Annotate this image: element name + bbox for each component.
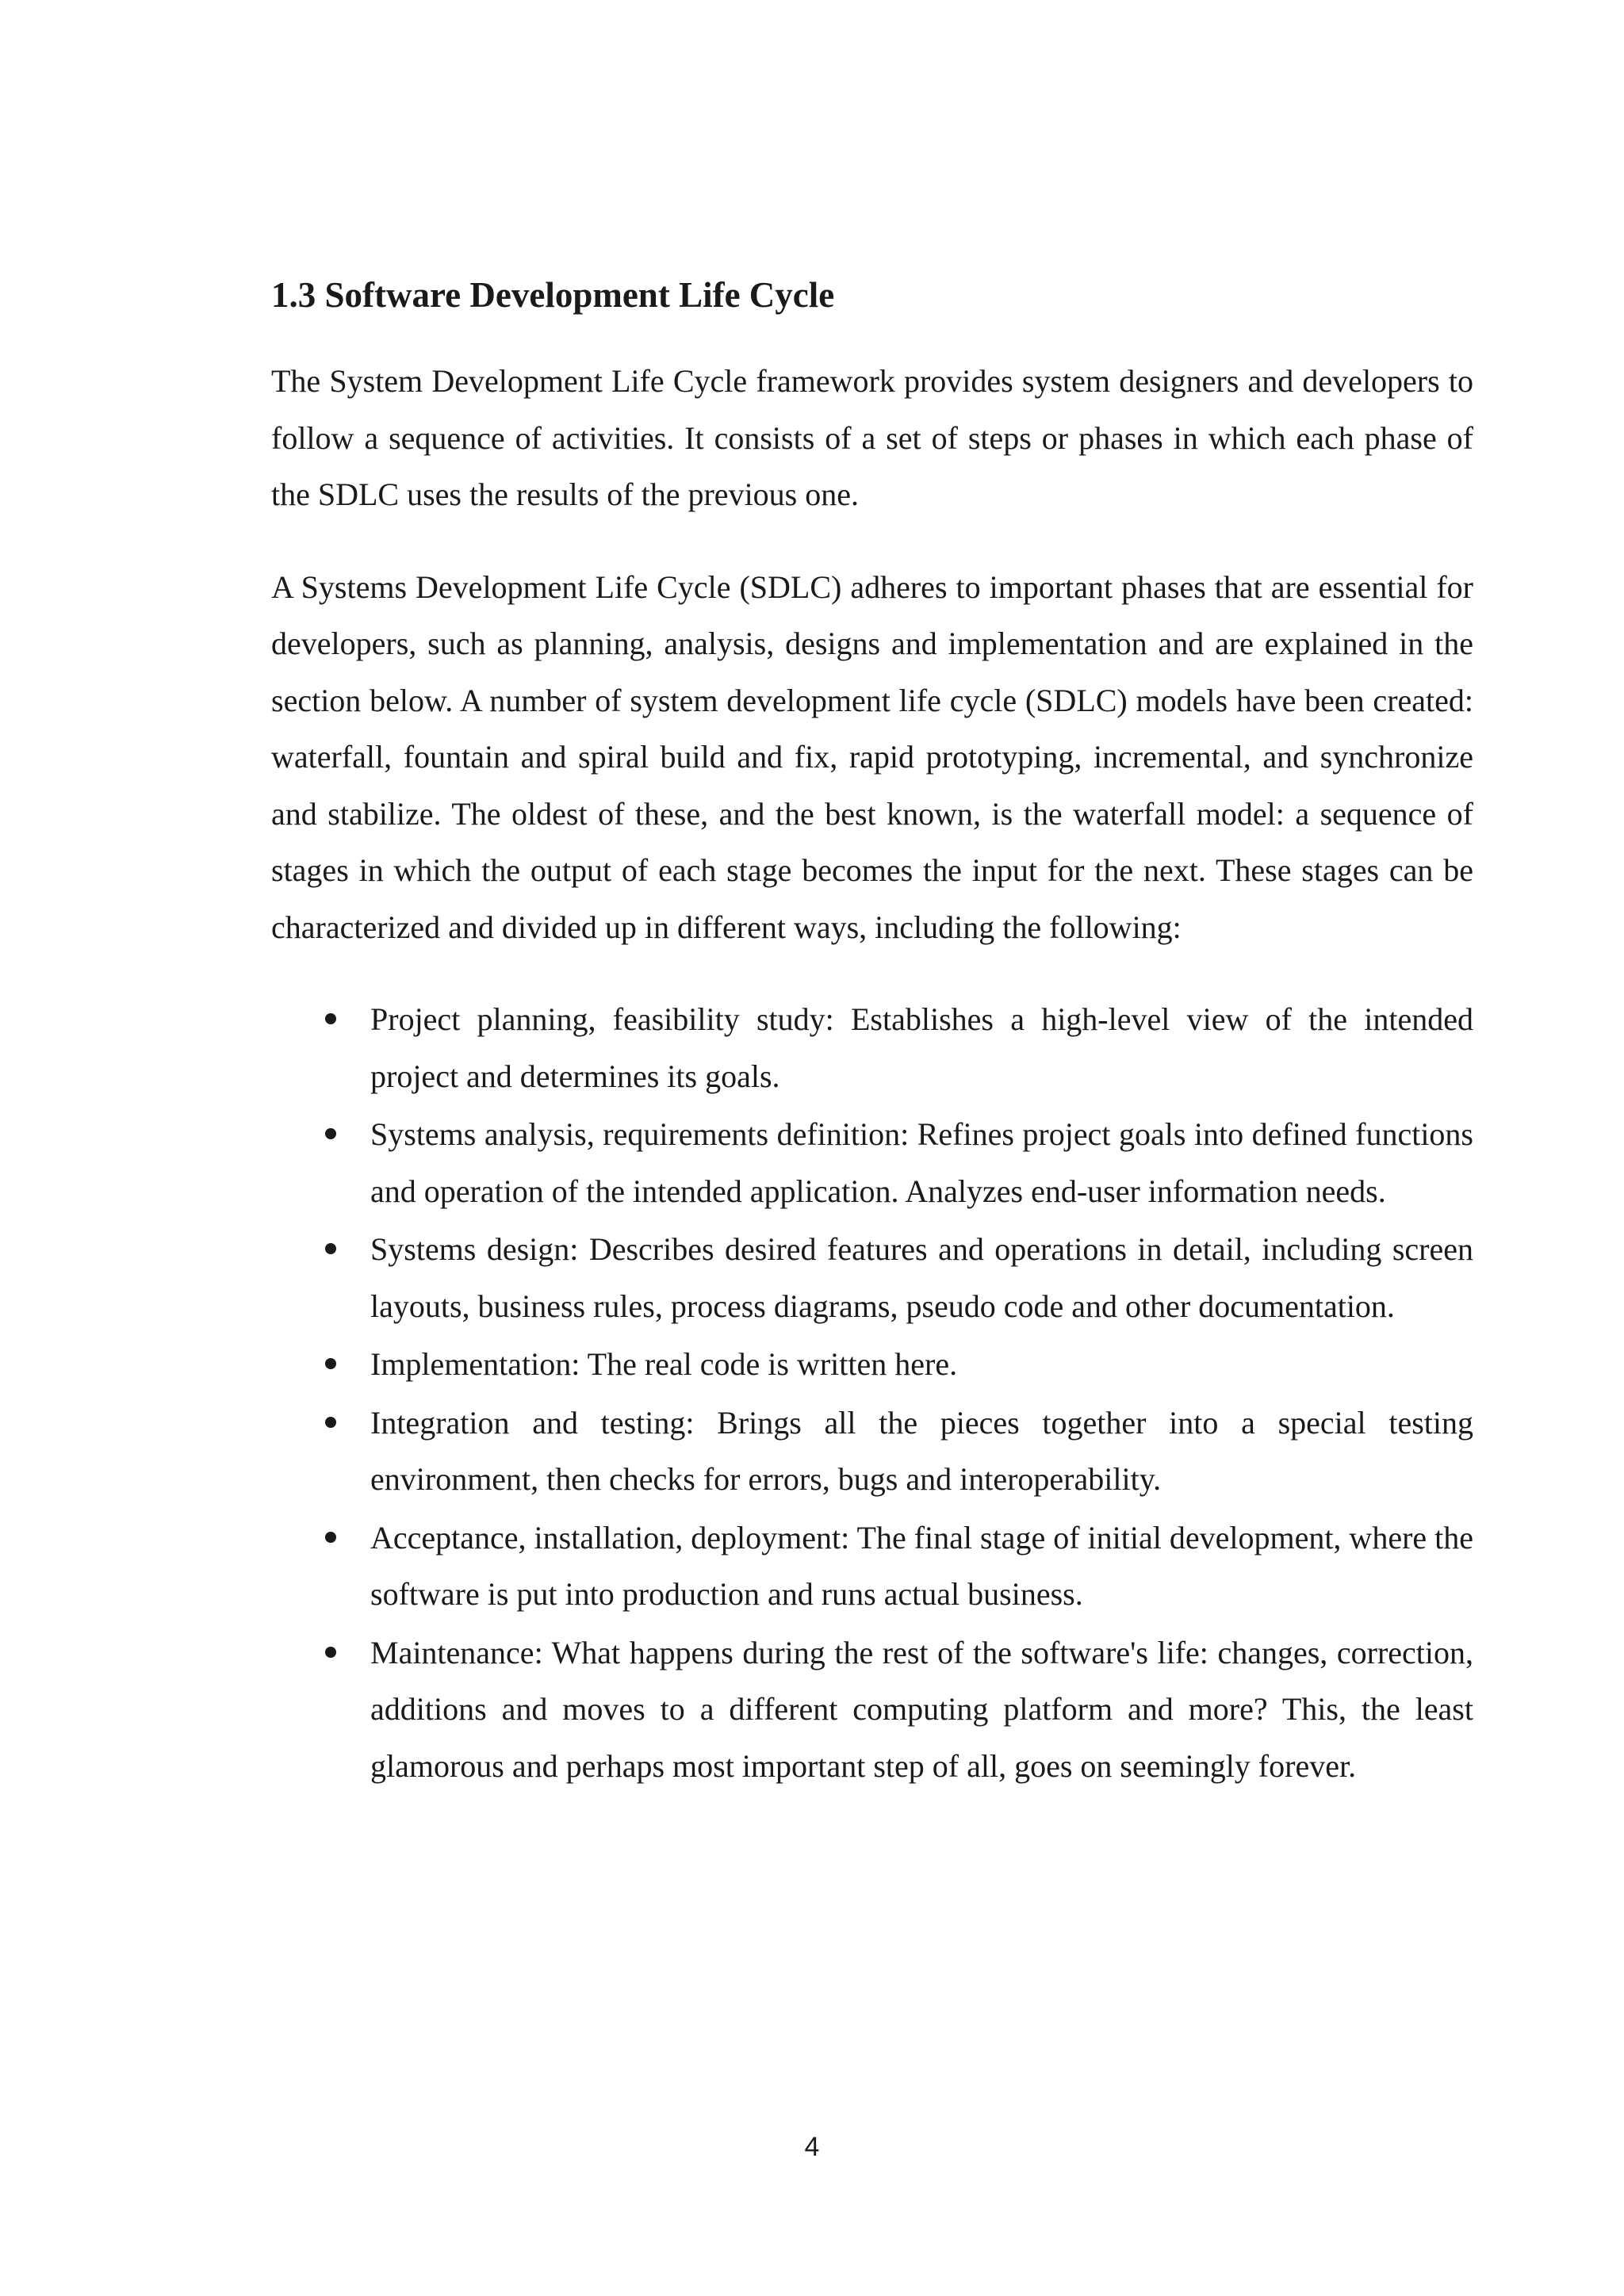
sdlc-stages-list xyxy=(271,991,1473,1794)
page-content xyxy=(271,266,1473,1796)
list-item xyxy=(271,991,1473,1104)
list-item-text: Acceptance, installation, deployment: The final stage of initial development, where the software is put into production and runs actual business. xyxy=(370,1519,1474,1612)
list-item-text: Project planning, feasibility study: Establishes a high-level view of the intended project and determines its goals. xyxy=(370,1001,1473,1094)
sdlc-models-paragraph: A Systems Development Life Cycle (SDLC) adheres to important phases that are essential for developers, such as planning, analysis, designs and implementation and are explained in the section below. A number of system development life cycle (SDLC) models have been created: waterfall, fountain and spiral build and fix, rapid prototyping, incremental, and synchronize and stabilize. The oldest of these, and the best known, is the waterfall model: a sequence of stages in which the output of each stage becomes the input for the next. These stages can be characterized and divided up in different ways, including the following: xyxy=(271,568,1473,945)
list-item xyxy=(271,1336,1473,1393)
bullet-icon xyxy=(325,1128,336,1139)
bullet-icon xyxy=(325,1358,336,1369)
bullet-icon xyxy=(325,1243,336,1254)
bullet-icon xyxy=(325,1532,336,1543)
list-item xyxy=(271,1510,1473,1623)
intro-paragraph: The System Development Life Cycle framework provides system designers and developers to follow a sequence of activities. It consists of a set of steps or phases in which each phase of the SDLC uses the results of the previous one. xyxy=(271,363,1473,512)
list-item xyxy=(271,1624,1473,1795)
bullet-icon xyxy=(325,1013,336,1024)
list-item xyxy=(271,1221,1473,1334)
list-item xyxy=(271,1395,1473,1508)
page-number: 4 xyxy=(804,2132,820,2162)
list-item-text: Integration and testing: Brings all the pieces together into a special testing environment, then checks for errors, bugs and interoperability. xyxy=(370,1404,1473,1497)
section-title: 1.3 Software Development Life Cycle xyxy=(271,275,835,315)
bullet-icon xyxy=(325,1647,336,1658)
list-item-text: Maintenance: What happens during the rest of the software's life: changes, correction, additions and moves to a different computing platform and more? This, the least glamorous and perhaps most important step of all, goes on seemingly forever. xyxy=(370,1634,1473,1784)
list-item-text: Implementation: The real code is written here. xyxy=(370,1346,958,1382)
list-item xyxy=(271,1106,1473,1219)
list-item-text: Systems analysis, requirements definition: Refines project goals into defined functions and operation of the intended application. Analyzes end-user information needs. xyxy=(370,1116,1473,1209)
list-item-text: Systems design: Describes desired features and operations in detail, including screen layouts, business rules, process diagrams, pseudo code and other documentation. xyxy=(370,1231,1473,1324)
bullet-icon xyxy=(325,1417,336,1428)
